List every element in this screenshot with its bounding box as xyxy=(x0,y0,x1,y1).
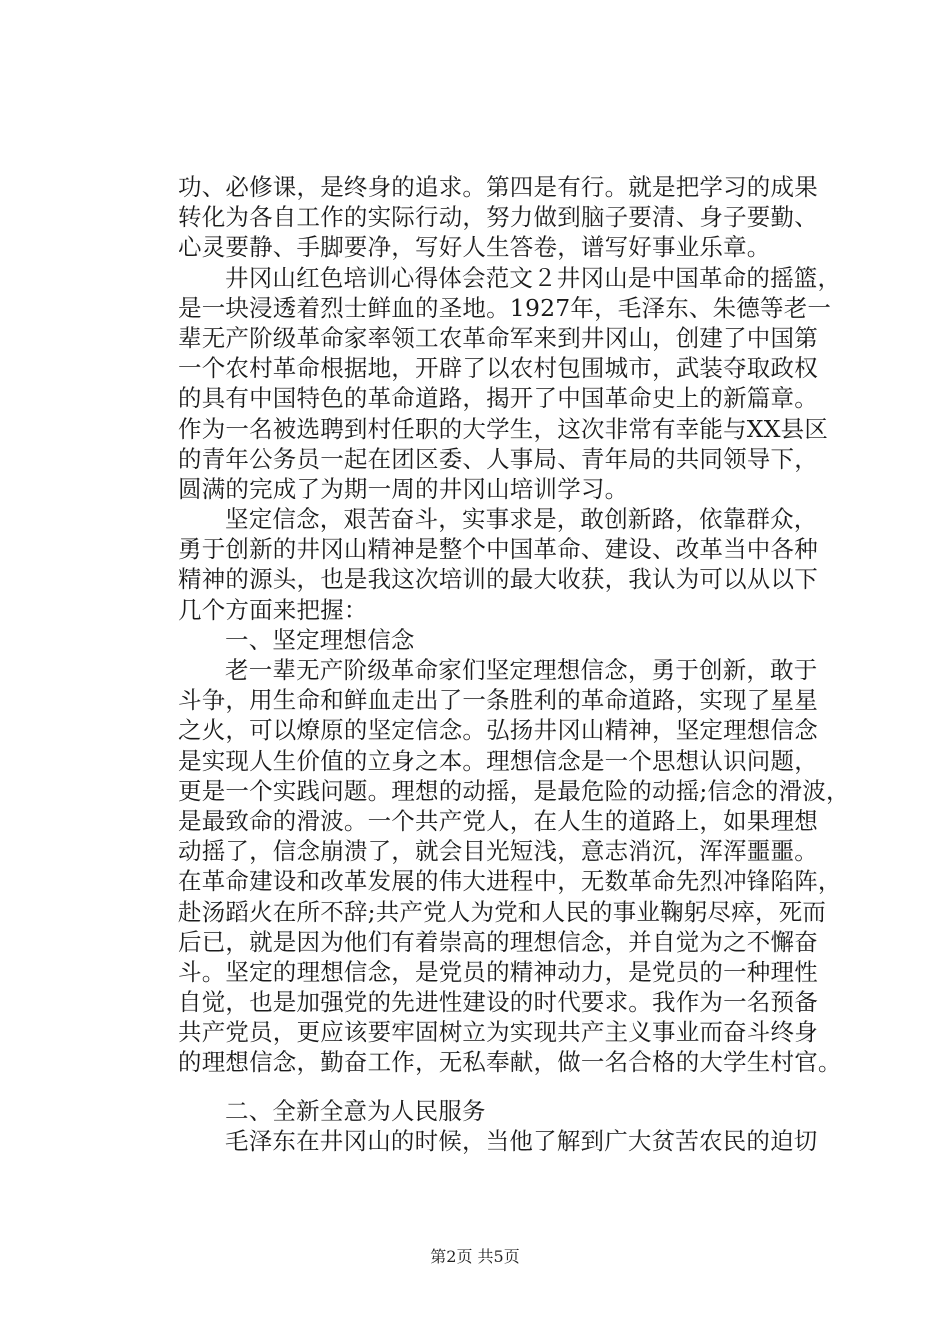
text-line: 是实现人生价值的立身之本。理想信念是一个思想认识问题， xyxy=(178,746,818,775)
document-body xyxy=(178,172,850,1156)
text-line: 心灵要静、手脚要净，写好人生答卷，谱写好事业乐章。 xyxy=(178,233,771,262)
text-line: 的具有中国特色的革命道路，揭开了中国革命史上的新篇章。 xyxy=(178,384,818,413)
text-line: 赴汤蹈火在所不辞;共产党人为党和人民的事业鞠躬尽瘁，死而 xyxy=(178,897,827,926)
text-line: 井冈山红色培训心得体会范文２井冈山是中国革命的摇篮， xyxy=(225,263,842,292)
text-line: 勇于创新的井冈山精神是整个中国革命、建设、改革当中各种 xyxy=(178,535,818,564)
text-line: 毛泽东在井冈山的时候，当他了解到广大贫苦农民的迫切 xyxy=(225,1126,818,1155)
text-line: 老一辈无产阶级革命家们坚定理想信念，勇于创新，敢于 xyxy=(225,656,818,684)
text-line: 一个农村革命根据地，开辟了以农村包围城市，武装夺取政权 xyxy=(178,354,818,383)
text-line: 后已，就是因为他们有着崇高的理想信念，并自觉为之不懈奋 xyxy=(178,927,818,956)
text-line: 在革命建设和改革发展的伟大进程中，无数革命先烈冲锋陷阵， xyxy=(178,867,842,896)
text-line: 是最致命的滑波。一个共产党人，在人生的道路上，如果理想 xyxy=(178,806,818,835)
text-line: 辈无产阶级革命家率领工农革命军来到井冈山，创建了中国第 xyxy=(178,323,818,352)
text-line: 功、必修课，是终身的追求。第四是有行。就是把学习的成果 xyxy=(178,173,818,201)
text-line: 动摇了，信念崩溃了，就会目光短浅，意志消沉，浑浑噩噩。 xyxy=(178,837,818,866)
text-line: 的理想信念，勤奋工作，无私奉献，做一名合格的大学生村官。 xyxy=(178,1048,842,1077)
text-line: 共产党员，更应该要牢固树立为实现共产主义事业而奋斗终身 xyxy=(178,1018,818,1047)
text-line: 精神的源头，也是我这次培训的最大收获，我认为可以从以下 xyxy=(178,565,818,594)
text-line: 之火，可以燎原的坚定信念。弘扬井冈山精神，坚定理想信念 xyxy=(178,716,818,745)
text-line: 坚定信念，艰苦奋斗，实事求是，敢创新路，依靠群众， xyxy=(225,505,818,534)
page-footer: 第2页 共5页 xyxy=(430,1247,520,1266)
text-line: 几个方面来把握： xyxy=(178,595,368,624)
text-line: 更是一个实践问题。理想的动摇，是最危险的动摇;信念的滑波， xyxy=(178,776,850,805)
text-line: 自觉，也是加强党的先进性建设的时代要求。我作为一名预备 xyxy=(178,988,818,1017)
section-heading: 二、全新全意为人民服务 xyxy=(225,1096,486,1125)
section-heading: 一、坚定理想信念 xyxy=(225,625,415,654)
text-line: 斗。坚定的理想信念，是党员的精神动力，是党员的一种理性 xyxy=(178,957,818,986)
text-line: 转化为各自工作的实际行动，努力做到脑子要清、身子要勤、 xyxy=(178,203,818,232)
text-line: 斗争，用生命和鲜血走出了一条胜利的革命道路，实现了星星 xyxy=(178,686,818,715)
text-line: 是一块浸透着烈士鲜血的圣地。1927年，毛泽东、朱德等老一 xyxy=(178,293,832,322)
text-line: 作为一名被选聘到村任职的大学生，这次非常有幸能与XX县区 xyxy=(178,414,829,443)
text-line: 的青年公务员一起在团区委、人事局、青年局的共同领导下， xyxy=(178,444,818,473)
paragraph-spacer xyxy=(178,1078,828,1096)
text-line: 圆满的完成了为期一周的井冈山培训学习。 xyxy=(178,474,629,503)
